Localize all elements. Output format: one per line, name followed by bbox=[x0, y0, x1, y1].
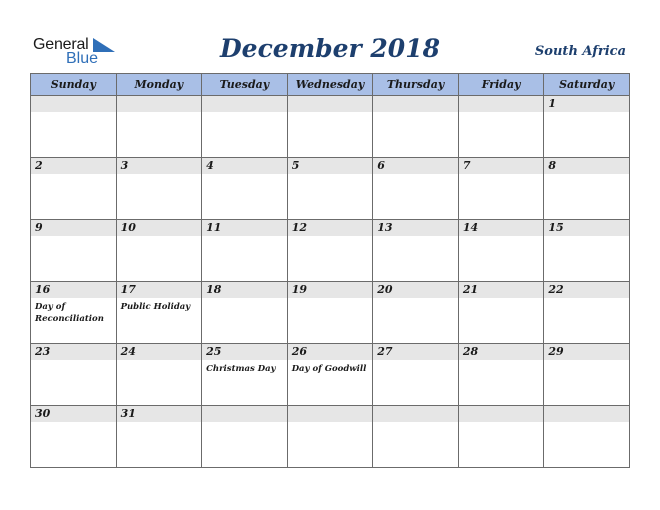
day-number-bar bbox=[31, 406, 116, 422]
day-cell bbox=[31, 406, 117, 468]
day-number-bar bbox=[544, 282, 629, 298]
day-number: 9 bbox=[35, 221, 43, 234]
day-cell bbox=[116, 96, 202, 158]
week-row bbox=[31, 282, 630, 344]
day-cell bbox=[458, 282, 544, 344]
day-cell bbox=[31, 282, 117, 344]
page-title: December 2018 bbox=[219, 34, 440, 63]
day-cell bbox=[373, 344, 459, 406]
day-number-bar bbox=[373, 96, 458, 112]
day-number: 31 bbox=[120, 407, 136, 420]
day-number-bar bbox=[117, 282, 202, 298]
day-number-bar bbox=[117, 158, 202, 174]
day-number-bar bbox=[373, 344, 458, 360]
day-number: 26 bbox=[291, 345, 307, 358]
holiday-label: Christmas Day bbox=[206, 364, 276, 374]
day-number-bar bbox=[202, 220, 287, 236]
logo-text-blue: Blue bbox=[66, 50, 99, 67]
day-number-bar bbox=[31, 344, 116, 360]
day-cell bbox=[116, 344, 202, 406]
day-number-bar bbox=[544, 406, 629, 422]
day-cell bbox=[544, 282, 630, 344]
day-number: 4 bbox=[206, 159, 214, 172]
day-number: 23 bbox=[35, 345, 51, 358]
day-cell bbox=[287, 96, 373, 158]
day-number-bar bbox=[288, 158, 373, 174]
week-row bbox=[31, 406, 630, 468]
day-cell bbox=[544, 96, 630, 158]
day-number: 12 bbox=[291, 221, 307, 234]
day-number: 24 bbox=[120, 345, 136, 358]
day-number: 18 bbox=[206, 283, 222, 296]
day-number-bar bbox=[459, 220, 544, 236]
day-number-bar bbox=[459, 406, 544, 422]
day-number-bar bbox=[544, 344, 629, 360]
day-number-bar bbox=[544, 158, 629, 174]
holiday-label: Day of Goodwill bbox=[291, 364, 367, 374]
day-cell bbox=[373, 282, 459, 344]
day-number: 29 bbox=[548, 345, 564, 358]
day-number-bar bbox=[31, 158, 116, 174]
day-number: 5 bbox=[291, 159, 300, 172]
day-number: 11 bbox=[206, 221, 222, 234]
weekday-header-row bbox=[31, 74, 630, 96]
day-cell bbox=[202, 158, 288, 220]
day-number: 21 bbox=[462, 283, 479, 296]
day-cell bbox=[373, 96, 459, 158]
day-cell bbox=[373, 406, 459, 468]
day-number-bar bbox=[117, 96, 202, 112]
day-cell bbox=[287, 220, 373, 282]
day-cell bbox=[373, 220, 459, 282]
day-number-bar bbox=[117, 220, 202, 236]
day-number: 7 bbox=[462, 159, 471, 172]
day-number-bar bbox=[459, 344, 544, 360]
day-number-bar bbox=[202, 282, 287, 298]
weekday-header: Thursday bbox=[373, 74, 459, 96]
day-cell bbox=[116, 406, 202, 468]
day-cell bbox=[31, 96, 117, 158]
weekday-header: Tuesday bbox=[202, 74, 288, 96]
day-number-bar bbox=[31, 220, 116, 236]
logo-text-general: General bbox=[33, 36, 89, 53]
day-cell bbox=[544, 344, 630, 406]
day-number: 1 bbox=[548, 97, 557, 110]
country-label: South Africa bbox=[534, 44, 626, 59]
day-number: 6 bbox=[377, 159, 385, 172]
day-cell bbox=[287, 406, 373, 468]
day-number: 25 bbox=[206, 345, 222, 358]
day-cell bbox=[202, 282, 288, 344]
day-cell bbox=[202, 220, 288, 282]
day-number: 13 bbox=[377, 221, 393, 234]
day-number: 22 bbox=[548, 283, 564, 296]
day-cell bbox=[458, 158, 544, 220]
day-number: 19 bbox=[291, 283, 307, 296]
weekday-header: Wednesday bbox=[287, 74, 373, 96]
day-cell bbox=[373, 158, 459, 220]
day-cell bbox=[116, 158, 202, 220]
day-number: 15 bbox=[548, 221, 564, 234]
day-number: 27 bbox=[377, 345, 393, 358]
day-cell bbox=[287, 158, 373, 220]
day-cell bbox=[31, 344, 117, 406]
weekday-header: Friday bbox=[458, 74, 544, 96]
day-number-bar bbox=[373, 220, 458, 236]
day-cell bbox=[287, 282, 373, 344]
calendar-grid bbox=[30, 73, 630, 468]
holiday-label: Public Holiday bbox=[120, 302, 191, 312]
day-cell bbox=[544, 158, 630, 220]
day-number-bar bbox=[202, 158, 287, 174]
day-cell bbox=[202, 96, 288, 158]
day-cell bbox=[458, 220, 544, 282]
day-number-bar bbox=[373, 158, 458, 174]
weekday-header: Saturday bbox=[544, 74, 630, 96]
weekday-header: Sunday bbox=[31, 74, 117, 96]
day-cell bbox=[31, 158, 117, 220]
day-number: 14 bbox=[462, 221, 479, 234]
day-cell bbox=[116, 220, 202, 282]
day-number: 3 bbox=[120, 159, 129, 172]
day-number-bar bbox=[544, 96, 629, 112]
day-cell bbox=[287, 344, 373, 406]
day-cell bbox=[116, 282, 202, 344]
day-number: 20 bbox=[377, 283, 393, 296]
day-number-bar bbox=[31, 282, 116, 298]
day-number-bar bbox=[202, 344, 287, 360]
day-number-bar bbox=[459, 158, 544, 174]
day-cell bbox=[202, 344, 288, 406]
day-number-bar bbox=[202, 96, 287, 112]
week-row bbox=[31, 158, 630, 220]
day-number-bar bbox=[373, 406, 458, 422]
day-number-bar bbox=[288, 282, 373, 298]
day-number-bar bbox=[459, 282, 544, 298]
day-number: 10 bbox=[120, 221, 136, 234]
day-number-bar bbox=[31, 96, 116, 112]
holiday-label: Day of Reconciliation bbox=[35, 302, 104, 324]
day-number: 28 bbox=[462, 345, 479, 358]
day-number: 17 bbox=[120, 283, 136, 296]
day-number-bar bbox=[288, 344, 373, 360]
day-number-bar bbox=[459, 96, 544, 112]
day-cell bbox=[458, 406, 544, 468]
day-cell bbox=[202, 406, 288, 468]
day-cell bbox=[544, 406, 630, 468]
day-number: 2 bbox=[35, 159, 43, 172]
week-row bbox=[31, 220, 630, 282]
day-number-bar bbox=[288, 96, 373, 112]
day-number: 8 bbox=[548, 159, 557, 172]
day-cell bbox=[31, 220, 117, 282]
weekday-header: Monday bbox=[116, 74, 202, 96]
day-number-bar bbox=[288, 220, 373, 236]
week-row bbox=[31, 96, 630, 158]
day-number-bar bbox=[117, 344, 202, 360]
day-number: 30 bbox=[35, 407, 51, 420]
day-number-bar bbox=[373, 282, 458, 298]
day-number-bar bbox=[117, 406, 202, 422]
day-number-bar bbox=[544, 220, 629, 236]
day-number: 16 bbox=[35, 283, 51, 296]
week-row bbox=[31, 344, 630, 406]
day-number-bar bbox=[202, 406, 287, 422]
day-number-bar bbox=[288, 406, 373, 422]
day-cell bbox=[458, 96, 544, 158]
day-cell bbox=[544, 220, 630, 282]
day-cell bbox=[458, 344, 544, 406]
